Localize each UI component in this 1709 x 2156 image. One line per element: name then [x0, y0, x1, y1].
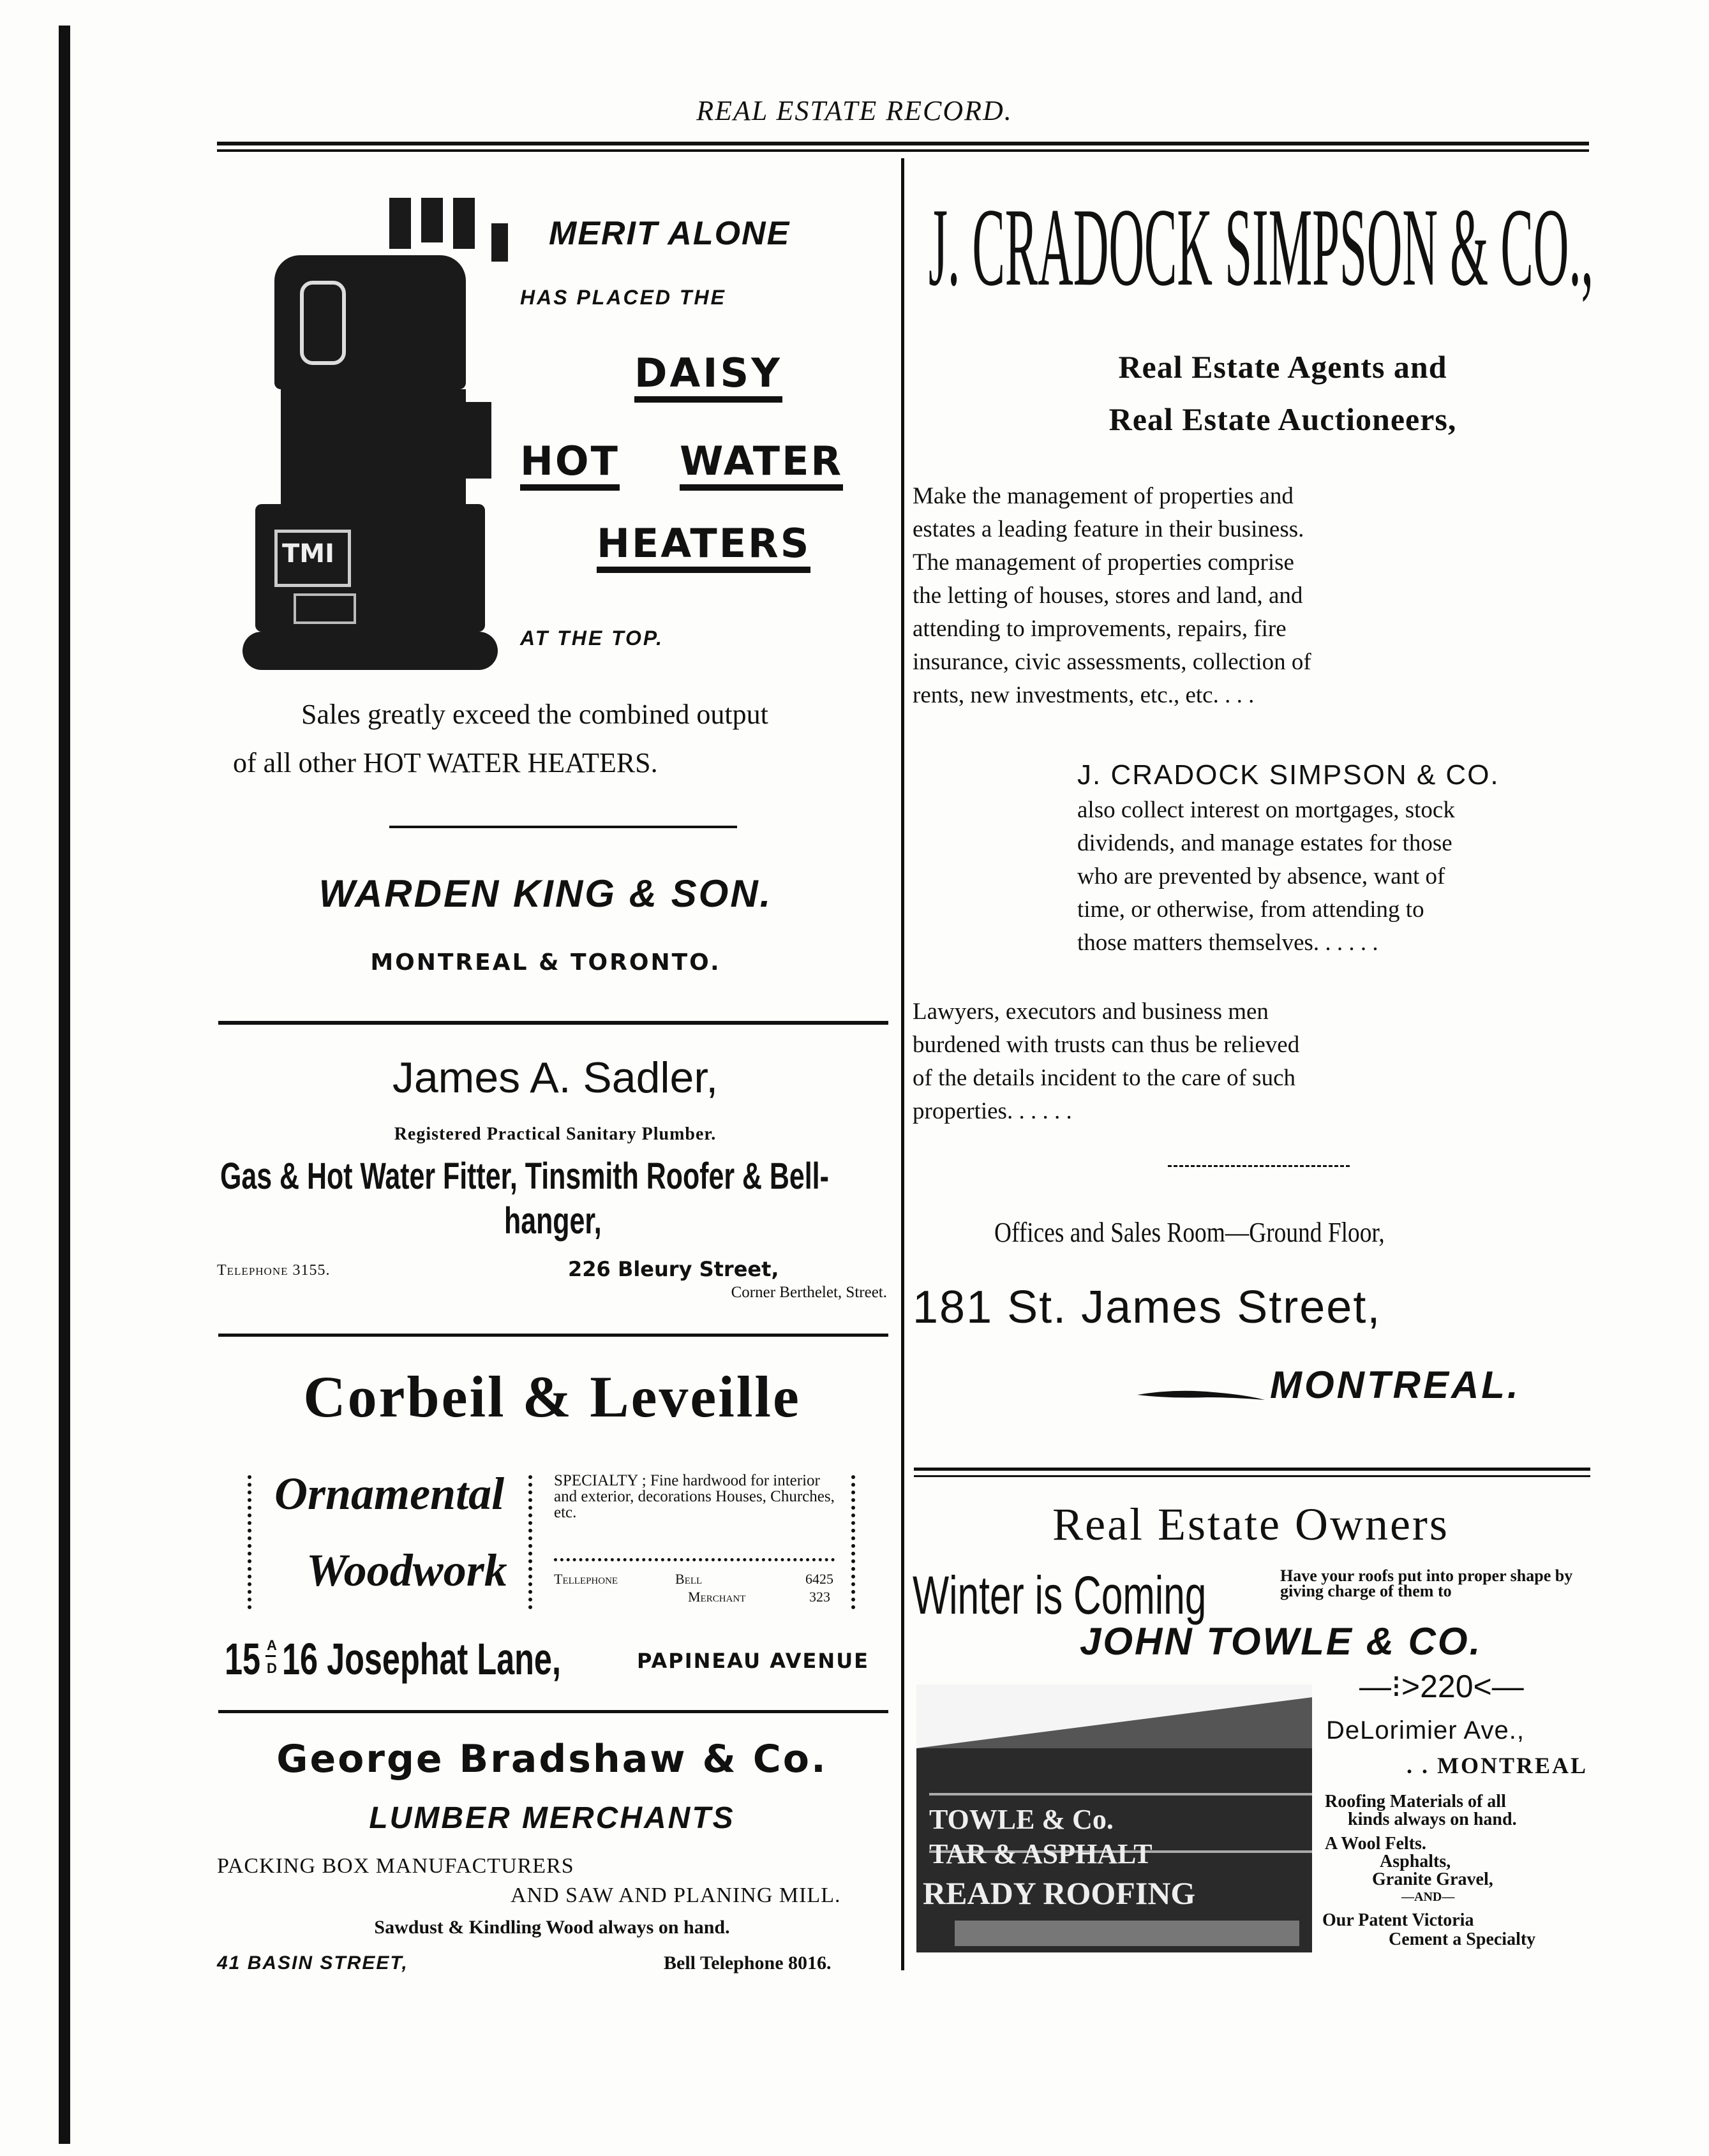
simpson-p3-line: of the details incident to the care of such — [913, 1065, 1296, 1091]
sadler-address: 226 Bleury Street, — [568, 1257, 779, 1281]
towle-patent2: Cement a Specialty — [1389, 1929, 1536, 1949]
daisy-company: WARDEN KING & SON. — [318, 872, 773, 915]
towle-warehouse-illustration — [916, 1684, 1312, 1952]
simpson-p1-line: Make the management of properties and — [913, 483, 1294, 509]
simpson-paragraph2 — [1077, 794, 1601, 960]
daisy-word-water: WATER — [680, 438, 843, 491]
corbeil-dotted-border-right — [851, 1475, 859, 1609]
corbeil-address: 15 — [225, 1634, 261, 1684]
simpson-bottom-rule — [914, 1468, 1590, 1471]
corbeil-dotted-border-left — [248, 1475, 255, 1609]
simpson-dash-separator — [1168, 1165, 1350, 1167]
towle-felts: A Wool Felts. — [1325, 1834, 1426, 1854]
corbeil-name: Corbeil & Leveille — [303, 1364, 801, 1429]
bradshaw-trade: LUMBER MERCHANTS — [369, 1801, 735, 1835]
simpson-p3-line: properties. . . . . . — [913, 1098, 1072, 1124]
simpson-subname: J. CRADOCK SIMPSON & CO. — [1077, 759, 1500, 791]
corbeil-address-street: 16 Josephat Lane, — [282, 1634, 561, 1684]
corbeil-bell: Bell — [675, 1571, 703, 1587]
towle-sign-line3: READY ROOFING — [923, 1875, 1196, 1911]
bradshaw-name: George Bradshaw & Co. — [276, 1737, 828, 1781]
column-divider — [901, 158, 904, 1970]
corbeil-address-fraction-bar — [265, 1655, 276, 1657]
daisy-sales-line2: of all other HOT WATER HEATERS. — [233, 747, 658, 778]
bradshaw-line3: Sawdust & Kindling Wood always on hand. — [374, 1917, 730, 1938]
simpson-city: MONTREAL. — [1270, 1364, 1521, 1406]
corbeil-bell-number: 6425 — [805, 1571, 833, 1587]
corbeil-specialty: SPECIALTY ; Fine hardwood for interior and exterior, decorations Houses, Churches, etc. — [554, 1472, 835, 1521]
page-binding-edge — [59, 26, 70, 2144]
towle-number-row — [1359, 1668, 1524, 1705]
corbeil-ornamental: Ornamental — [274, 1468, 505, 1519]
sadler-bottom-rule — [218, 1334, 888, 1337]
bradshaw-address: 41 BASIN STREET, — [217, 1952, 408, 1974]
towle-number-ornament-left: —⁝> — [1359, 1669, 1421, 1704]
simpson-p2-line: those matters themselves. . . . . . — [1077, 930, 1378, 956]
simpson-p2-line: dividends, and manage estates for those — [1077, 830, 1452, 856]
corbeil-papineau: PAPINEAU AVENUE — [637, 1649, 870, 1673]
daisy-heater-illustration: TMI — [236, 198, 517, 683]
simpson-p1-line: estates a leading feature in their business. — [913, 516, 1304, 542]
corbeil-dotted-border-mid — [528, 1475, 536, 1609]
simpson-p1-line: rents, new investments, etc., etc. . . . — [913, 682, 1255, 708]
towle-number-ornament-right: <— — [1473, 1669, 1524, 1704]
corbeil-telephone-label: Tellephone — [554, 1571, 618, 1587]
page-header-title: REAL ESTATE RECORD. — [696, 95, 1013, 126]
simpson-bottom-rule-thin — [914, 1475, 1590, 1477]
simpson-p2-line: also collect interest on mortgages, stock — [1077, 797, 1455, 823]
towle-roofing1: Roofing Materials of all — [1325, 1792, 1506, 1811]
simpson-p1-line: The management of properties comprise — [913, 549, 1294, 576]
towle-headline: Real Estate Owners — [1052, 1499, 1449, 1550]
towle-advice: Have your roofs put into proper shape by giving charge of them to — [1280, 1566, 1573, 1600]
bradshaw-line1: PACKING BOX MANUFACTURERS — [217, 1854, 574, 1878]
sadler-trade-line2: hanger, — [504, 1200, 602, 1242]
simpson-paragraph3 — [913, 995, 1436, 1128]
bradshaw-line2: AND SAW AND PLANING MILL. — [511, 1884, 841, 1907]
daisy-merit-alone: MERIT ALONE — [549, 215, 791, 252]
towle-sign-line1: TOWLE & Co. — [929, 1804, 1114, 1835]
simpson-street: 181 St. James Street, — [913, 1282, 1382, 1333]
towle-number: 220 — [1420, 1669, 1474, 1704]
header-rule-bottom — [217, 149, 1589, 152]
daisy-bottom-rule — [218, 1021, 888, 1025]
daisy-at-the-top: AT THE TOP. — [520, 627, 664, 650]
daisy-word-hot: HOT — [520, 438, 620, 491]
daisy-brand: DAISY — [619, 350, 798, 403]
simpson-p3-line: burdened with trusts can thus be relieved — [913, 1032, 1300, 1058]
simpson-p3-line: Lawyers, executors and business men — [913, 999, 1269, 1025]
corbeil-address-fraction-bottom: D — [267, 1660, 277, 1676]
corbeil-bottom-rule — [218, 1710, 888, 1713]
sadler-subtitle: Registered Practical Sanitary Plumber. — [394, 1124, 717, 1144]
simpson-p2-line: time, or otherwise, from attending to — [1077, 896, 1424, 923]
towle-street: DeLorimier Ave., — [1326, 1716, 1525, 1744]
towle-sign-line2: TAR & ASPHALT — [929, 1838, 1153, 1870]
towle-winter: Winter is Coming — [913, 1565, 1207, 1625]
towle-gravel: Granite Gravel, — [1372, 1870, 1493, 1889]
daisy-sales-line1: Sales greatly exceed the combined output — [301, 699, 768, 730]
bradshaw-telephone: Bell Telephone 8016. — [664, 1952, 832, 1974]
towle-patent1: Our Patent Victoria — [1322, 1910, 1474, 1930]
simpson-name: J. CRADOCK SIMPSON & CO., — [929, 185, 1593, 309]
simpson-paragraph1 — [913, 480, 1436, 712]
towle-asphalts: Asphalts, — [1380, 1852, 1451, 1871]
towle-company: JOHN TOWLE & CO. — [1080, 1620, 1482, 1663]
corbeil-address-fraction-top: A — [267, 1637, 277, 1653]
sadler-name: James A. Sadler, — [392, 1053, 719, 1102]
simpson-role2: Real Estate Auctioneers, — [1108, 401, 1457, 437]
simpson-p2-line: who are prevented by absence, want of — [1077, 863, 1445, 889]
daisy-has-placed: HAS PLACED THE — [520, 286, 726, 309]
corbeil-specialty-divider — [554, 1558, 835, 1561]
towle-city: . . MONTREAL — [1406, 1753, 1588, 1778]
corbeil-merchant: Merchant — [688, 1589, 746, 1605]
daisy-word-heaters: HEATERS — [597, 520, 810, 573]
sadler-trade-line1: Gas & Hot Water Fitter, Tinsmith Roofer & Bell- — [220, 1156, 829, 1197]
towle-and: —AND— — [1401, 1890, 1455, 1904]
towle-roofing2: kinds always on hand. — [1348, 1810, 1517, 1829]
simpson-p1-line: attending to improvements, repairs, fire — [913, 616, 1287, 642]
simpson-role1: Real Estate Agents and — [1118, 349, 1447, 385]
sadler-telephone: Telephone 3155. — [217, 1262, 331, 1279]
corbeil-merchant-number: 323 — [809, 1589, 830, 1605]
simpson-p1-line: insurance, civic assessments, collection of — [913, 649, 1311, 675]
header-rule-top — [217, 142, 1589, 145]
simpson-p1-line: the letting of houses, stores and land, and — [913, 583, 1303, 609]
daisy-cities: MONTREAL & TORONTO. — [370, 949, 721, 976]
simpson-offices: Offices and Sales Room—Ground Floor, — [994, 1217, 1385, 1248]
sadler-corner: Corner Berthelet, Street. — [731, 1284, 887, 1301]
corbeil-woodwork: Woodwork — [306, 1545, 507, 1596]
simpson-ornament-swash — [1137, 1388, 1265, 1401]
daisy-separator — [389, 826, 737, 828]
